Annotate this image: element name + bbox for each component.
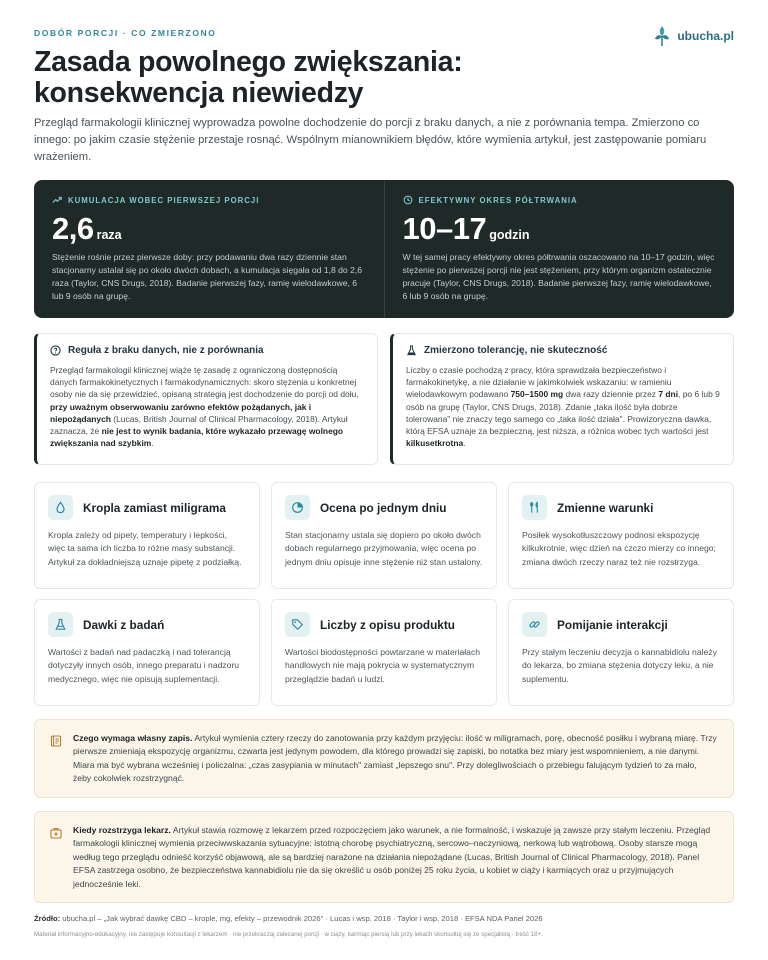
- card-title: Dawki z badań: [83, 617, 165, 632]
- eyebrow-label: DOBÓR PORCJI · CO ZMIERZONO: [34, 28, 217, 38]
- note-own-record: [34, 719, 734, 798]
- card-interactions: [508, 599, 734, 706]
- flask-icon: [406, 345, 417, 356]
- stat-label: KUMULACJA WOBEC PIERWSZEJ PORCJI: [68, 195, 260, 205]
- rule-card-no-data: [34, 333, 378, 465]
- rule-title: Reguła z braku danych, nie z porównania: [68, 345, 264, 356]
- card-title: Ocena po jednym dniu: [320, 500, 447, 515]
- card-study-doses: [34, 599, 260, 706]
- card-drop: [34, 482, 260, 589]
- leaf-logo-icon: [653, 24, 671, 48]
- note-title: Czego wymaga własny zapis.: [73, 733, 193, 743]
- card-text: Wartości biodostępności powtarzane w materiałach handlowych nie mają pokrycia w systematycznym przeglądzie badań u ludzi.: [285, 647, 481, 684]
- question-circle-icon: [50, 345, 61, 356]
- brand-name: ubucha.pl: [677, 29, 734, 43]
- source-label: Źródło:: [34, 914, 61, 923]
- stat-accumulation: [34, 180, 384, 318]
- note-doctor: [34, 811, 734, 903]
- stat-value: 2,6: [52, 211, 94, 246]
- card-text: Wartości z badań nad padaczką i nad tolerancją dotyczyły innych osób, innego preparatu i nadzoru medycznego, więc nie opisują suplementacji.: [48, 647, 240, 684]
- rule-card-tolerance: [390, 333, 734, 465]
- card-text: Posiłek wysokotłuszczowy podnosi ekspozycję kilkukrotnie, więc dzień na czczo mierzy co innego; zmiana dwóch rzeczy naraz też nie rozstrzyga.: [522, 530, 716, 567]
- stat-label: EFEKTYWNY OKRES PÓŁTRWANIA: [418, 195, 578, 205]
- drop-icon: [54, 501, 67, 514]
- source-text: ubucha.pl – „Jak wybrać dawkę CBD – krople, mg, efekty – przewodnik 2026" · Lucas i wsp. 2018 · Taylor i wsp. 2018 · EFSA NDA Panel 2026: [60, 914, 543, 923]
- beaker-icon: [54, 618, 67, 631]
- card-title: Pomijanie interakcji: [557, 617, 668, 632]
- stat-unit: raza: [96, 228, 122, 242]
- stats-panel: [34, 180, 734, 318]
- tag-icon: [291, 618, 304, 631]
- rule-body: Liczby o czasie pochodzą z pracy, która sprawdzała bezpieczeństwo i farmakokinetykę, a nie działanie w jakimkolwiek wskazaniu: w ramieniu wielodawkowym podawano 750–1500 mg dwa razy dziennie przez 7 dni, po 6 lub 9 osób na grupę (Taylor, CNS Drugs, 2018). Zdanie „taka ilość była dobrze tolerowana" nie znaczy tego samego co „taka ilość działa". Prowizoryczna dawka, którą EFSA uznaje za bezpieczną, jest niższa, a różnica wobec tych wartości jest kilkusetkrotna.: [406, 365, 720, 449]
- timer-icon: [291, 501, 304, 514]
- lead-paragraph: Przegląd farmakologii klinicznej wyprowadza powolne dochodzenie do porcji z braku danych, a nie z porównania tempa. Zmierzono co innego: po jakim czasie stężenie przestaje rosnąć. Wspólnym mianownikiem błędów, które wymienia artykuł, jest zastępowanie pomiaru wrażeniem.: [34, 117, 707, 163]
- rule-title: Zmierzono tolerancję, nie skuteczność: [424, 345, 608, 356]
- stat-half-life: [384, 180, 735, 318]
- card-one-day: [271, 482, 497, 589]
- notebook-icon: [50, 735, 62, 747]
- disclaimer: Materiał informacyjno-edukacyjny, nie zastępuje konsultacji z lekarzem · nie przekraczaj zalecanej porcji · w ciąży, karmiąc piersią lub przy lekach skonsultuj się ze specjalistą · treść 18+.: [34, 931, 543, 938]
- stat-description: W tej samej pracy efektywny okres półtrwania oszacowano na 10–17 godzin, więc stężenie po pierwszej porcji nie jest stężeniem, przy którym organizm ostatecznie pracuje (Taylor, CNS Drugs, 2018). Badanie pierwszej fazy, ramię wielodawkowe, 6 lub 9 osób na grupę.: [402, 252, 715, 301]
- rule-body: Przegląd farmakologii klinicznej wiąże tę zasadę z ograniczoną dostępnością danych farmakokinetycznych i farmakodynamicznych: skoro stężenia u konkretnej osoby nie da się przewidzieć, opisaną strategią jest dochodzenie do porcji od dołu, przy uważnym obserwowaniu zarówno efektów pożądanych, jak i niepożądanych (Lucas, British Journal of Clinical Pharmacology, 2018). Artykuł zaznacza, że nie jest to wynik badania, które wykazało przewagę wolnego zwiększania nad szybkim.: [50, 365, 359, 449]
- page-title: [34, 47, 654, 109]
- note-title: Kiedy rozstrzyga lekarz.: [73, 825, 171, 835]
- card-conditions: [508, 482, 734, 589]
- medical-bag-icon: [50, 827, 62, 839]
- card-text: Stan stacjonarny ustala się dopiero po około dwóch dobach regularnego przyjmowania, więc ocena po jednym dniu opisuje inne stężenie niż stan ustalony.: [285, 530, 483, 567]
- card-title: Zmienne warunki: [557, 500, 654, 515]
- source-line: [34, 914, 734, 923]
- utensils-icon: [528, 501, 541, 514]
- stat-description: Stężenie rośnie przez pierwsze doby: przy podawaniu dwa razy dziennie stan stacjonarny ustalał się po około dwóch dobach, a kumulacja sięgała od 1,8 do 2,6 raza (Taylor, CNS Drugs, 2018). Badanie pierwszej fazy, ramię wielodawkowe, 6 lub 9 osób na grupę.: [52, 252, 363, 301]
- brand-logo[interactable]: [653, 24, 734, 48]
- note-text: Artykuł stawia rozmowę z lekarzem przed rozpoczęciem jako warunek, a nie formalność, i wskazuje ją zawsze przy stałym leczeniu. Przegląd farmakologii klinicznej wymienia przeciwwskazania sytuacyjne: istotną chorobę psychiatryczną, sercowo–naczyniową, nerkową lub wątrobową. Osoby starsze mogą według tego przeglądu odnieść korzyść objawową, ale są bardziej narażone na działania niepożądane (Lucas, British Journal of Clinical Pharmacology, 2018). Panel EFSA zastrzega osobno, że bezpieczeństwa kannabidiolu nie da się określić u osób poniżej 25 roku życia, u kobiet w ciąży i karmiących oraz u przyjmujących jednocześnie leki.: [73, 825, 711, 889]
- card-text: Kropla zależy od pipety, temperatury i lepkości, więc ta sama ich liczba to różne masy substancji. Artykuł za dokładniejszą uznaje pipetę z podziałką.: [48, 530, 242, 567]
- note-text: Artykuł wymienia cztery rzeczy do zanotowania przy każdym przyjęciu: ilość w miligramach, porę, obecność posiłku i wybraną miarę. Trzy pierwsze zmieniają ekspozycję organizmu, czwarta jest jedynym powodem, dla którego prowadzi się zapiski, bo notatka bez miary jest wspomnieniem, a nie danymi. Miara ma być wybrana wcześniej i policzalna: „czas zasypiania w minutach" zamiast „lepszego snu". Przy dolegliwościach o przebiegu falującym tydzień to za mało, żeby cokolwiek rozstrzygnąć.: [73, 733, 717, 784]
- link-icon: [528, 618, 541, 631]
- stat-value: 10–17: [402, 211, 487, 246]
- card-title: Liczby z opisu produktu: [320, 617, 456, 632]
- clock-icon: [403, 195, 413, 205]
- stat-unit: godzin: [489, 228, 530, 242]
- title-line-2: konsekwencja niewiedzy: [34, 77, 364, 109]
- title-line-1: Zasada powolnego zwiększania:: [34, 46, 463, 78]
- card-product-numbers: [271, 599, 497, 706]
- card-text: Przy stałym leczeniu decyzja o kannabidiolu należy do lekarza, bo zmiana stężenia dotyczy leku, a nie suplementu.: [522, 647, 717, 684]
- trend-up-icon: [52, 195, 62, 205]
- card-title: Kropla zamiast miligrama: [83, 500, 226, 515]
